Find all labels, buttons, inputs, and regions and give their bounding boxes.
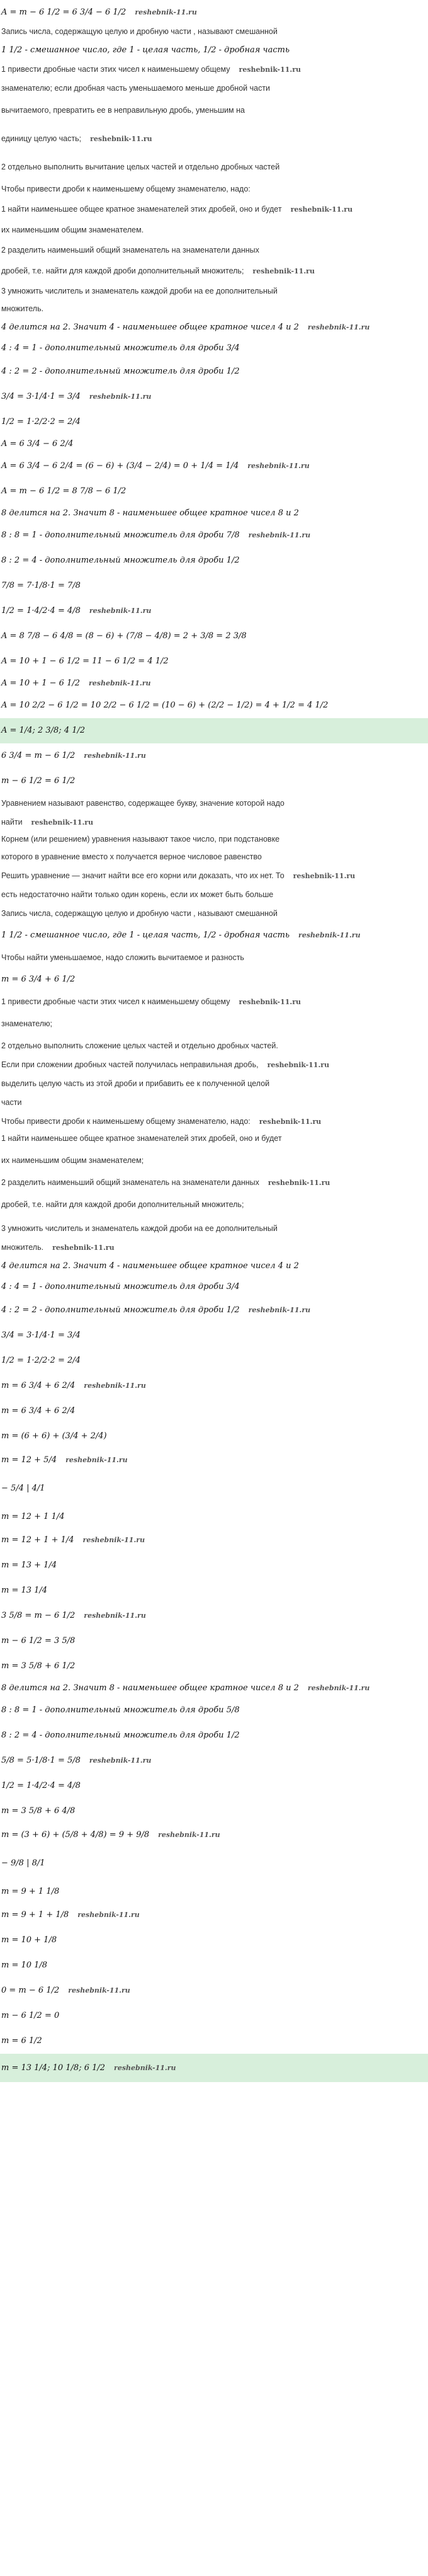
line-text: дробей, т.е. найти для каждой дроби дополнительный множитель; xyxy=(1,1200,244,1209)
equation-line xyxy=(0,2003,428,2029)
text-line xyxy=(0,948,428,967)
line-text: m = 12 + 1 1/4 xyxy=(1,1512,65,1521)
line-text: вычитаемого, превратить ее в неправильную дробь, уменьшим на xyxy=(1,106,245,115)
line-text: Чтобы найти уменьшаемое, надо сложить вычитаемое и разность xyxy=(1,953,244,962)
equation-line xyxy=(0,454,428,479)
watermark-text: reshebnik-11.ru xyxy=(84,1382,146,1390)
watermark-text: reshebnik-11.ru xyxy=(135,8,197,16)
equation-line xyxy=(0,1323,428,1348)
text-line xyxy=(0,847,428,866)
equation-line xyxy=(0,1799,428,1824)
line-text: m − 6 1/2 = 0 xyxy=(1,2011,60,2020)
equation-line xyxy=(0,1298,428,1323)
watermark-text: reshebnik-11.ru xyxy=(77,1911,140,1919)
equation-line xyxy=(0,1348,428,1373)
watermark-text: reshebnik-11.ru xyxy=(31,818,94,827)
watermark-text: reshebnik-11.ru xyxy=(298,931,361,939)
text-line xyxy=(0,813,428,832)
line-text: m − 6 1/2 = 3 5/8 xyxy=(1,1636,76,1646)
text-line xyxy=(0,63,428,76)
watermark-text: reshebnik-11.ru xyxy=(68,1986,130,1995)
line-text: 7/8 = 7·1/8·1 = 7/8 xyxy=(1,581,81,590)
line-text: m = 3 5/8 + 6 1/2 xyxy=(1,1661,76,1671)
equation-line xyxy=(0,1698,428,1723)
equation-line xyxy=(0,1528,428,1553)
equation-line xyxy=(0,1824,428,1846)
equation-line xyxy=(0,523,428,548)
line-text: m = (6 + 6) + (3/4 + 2/4) xyxy=(1,1431,107,1441)
text-line xyxy=(0,1219,428,1238)
watermark-text: reshebnik-11.ru xyxy=(293,872,356,880)
watermark-text: reshebnik-11.ru xyxy=(89,392,152,401)
watermark-text: reshebnik-11.ru xyxy=(239,66,301,74)
line-text: 1 привести дробные части этих чисел к наименьшему общему xyxy=(1,65,230,74)
equation-line xyxy=(0,1276,428,1298)
equation-line xyxy=(0,1846,428,1880)
equation-line xyxy=(0,743,428,769)
text-line xyxy=(0,299,428,318)
equation-line xyxy=(0,1723,428,1748)
text-line xyxy=(0,1147,428,1175)
equation-line xyxy=(0,1903,428,1928)
text-line xyxy=(0,992,428,1011)
equation-line xyxy=(0,1373,428,1399)
line-text: выделить целую часть из этой дроби и прибавить ее к полученной целой xyxy=(1,1079,270,1088)
line-text: m = 6 3/4 + 6 2/4 xyxy=(1,1406,76,1416)
line-text: − 5/4 | 4/1 xyxy=(1,1484,45,1493)
watermark-text: reshebnik-11.ru xyxy=(84,752,146,760)
equation-line xyxy=(0,649,428,674)
line-text: 0 = m − 6 1/2 xyxy=(1,1986,60,1995)
text-line xyxy=(0,202,428,217)
watermark-text: reshebnik-11.ru xyxy=(89,1756,152,1765)
text-line xyxy=(0,1175,428,1191)
watermark-text: reshebnik-11.ru xyxy=(248,531,311,539)
watermark-text: reshebnik-11.ru xyxy=(307,323,370,331)
text-line xyxy=(0,176,428,202)
line-text: m = 12 + 5/4 xyxy=(1,1455,57,1465)
text-line xyxy=(0,885,428,904)
line-text: A = 8 7/8 − 6 4/8 = (8 − 6) + (7/8 − 4/8) = 2 + 3/8 = 2 3/8 xyxy=(1,631,247,641)
line-text: 3/4 = 3·1/4·1 = 3/4 xyxy=(1,392,81,401)
line-text: m = (3 + 6) + (5/8 + 4/8) = 9 + 9/8 xyxy=(1,1830,150,1840)
line-text: Решить уравнение — значит найти все его корни или доказать, что их нет. То xyxy=(1,871,284,880)
line-text: 1 найти наименьшее общее кратное знаменателей этих дробей, оно и будет xyxy=(1,205,282,214)
line-text: m − 6 1/2 = 6 1/2 xyxy=(1,776,76,786)
equation-line xyxy=(0,2054,428,2082)
line-text: 3 умножить числитель и знаменатель каждой дроби на ее дополнительный xyxy=(1,1224,278,1233)
text-line xyxy=(0,76,428,101)
line-text: m = 6 3/4 + 6 1/2 xyxy=(1,975,76,984)
text-line xyxy=(0,1036,428,1055)
equation-line xyxy=(0,0,428,25)
text-line xyxy=(0,101,428,120)
equation-line xyxy=(0,1399,428,1424)
line-text: − 9/8 | 8/1 xyxy=(1,1858,45,1868)
equation-line xyxy=(0,624,428,649)
text-line xyxy=(0,1191,428,1219)
line-text: их наименьшим общим знаменателем. xyxy=(1,226,144,234)
equation-line xyxy=(0,1679,428,1698)
equation-line xyxy=(0,435,428,454)
line-text: 2 разделить наименьший общий знаменатель на знаменатели данных xyxy=(1,1178,259,1187)
equation-line xyxy=(0,1773,428,1799)
text-line xyxy=(0,1074,428,1093)
line-text: A = 10 + 1 − 6 1/2 = 11 − 6 1/2 = 4 1/2 xyxy=(1,656,169,666)
line-text: 4 : 2 = 2 - дополнительный множитель для дроби 1/2 xyxy=(1,1305,240,1315)
line-text: A = 10 + 1 − 6 1/2 xyxy=(1,678,80,688)
line-text: Чтобы привести дроби к наименьшему общему знаменателю, надо: xyxy=(1,1117,251,1126)
watermark-text: reshebnik-11.ru xyxy=(158,1831,220,1839)
watermark-text: reshebnik-11.ru xyxy=(82,1536,145,1544)
line-text: 8 : 8 = 1 - дополнительный множитель для дроби 7/8 xyxy=(1,530,240,540)
line-text: A = m − 6 1/2 = 8 7/8 − 6 1/2 xyxy=(1,486,127,496)
text-line xyxy=(0,904,428,923)
equation-line xyxy=(0,573,428,598)
line-text: 5/8 = 5·1/8·1 = 5/8 xyxy=(1,1756,81,1765)
watermark-text: reshebnik-11.ru xyxy=(268,1179,330,1187)
text-line xyxy=(0,217,428,243)
line-text: m = 6 1/2 xyxy=(1,2036,42,2046)
line-text: m = 9 + 1 + 1/8 xyxy=(1,1910,69,1920)
line-text: Уравнением называют равенство, содержащее букву, значение которой надо xyxy=(1,799,284,808)
line-text: 4 : 2 = 2 - дополнительный множитель для дроби 1/2 xyxy=(1,367,240,376)
text-line xyxy=(0,258,428,283)
line-text: 1 найти наименьшее общее кратное знаменателей этих дробей, оно и будет xyxy=(1,1134,282,1143)
text-line xyxy=(0,866,428,885)
text-line xyxy=(0,120,428,157)
line-text: 1/2 = 1·2/2·2 = 2/4 xyxy=(1,417,81,426)
line-text: 1 1/2 - смешанное число, где 1 - целая часть, 1/2 - дробная часть xyxy=(1,45,290,55)
line-text: 1 1/2 - смешанное число, где 1 - целая часть, 1/2 - дробная часть xyxy=(1,930,290,940)
text-line xyxy=(0,1112,428,1131)
line-text: знаменателю; если дробная часть уменьшаемого меньше дробной части xyxy=(1,84,271,93)
line-text: единицу целую часть; xyxy=(1,134,82,143)
equation-line xyxy=(0,1978,428,2003)
watermark-text: reshebnik-11.ru xyxy=(65,1456,128,1464)
line-text: m = 6 3/4 + 6 2/4 xyxy=(1,1381,76,1390)
equation-line xyxy=(0,1424,428,1449)
watermark-text: reshebnik-11.ru xyxy=(52,1244,115,1252)
line-text: A = m − 6 1/2 = 6 3/4 − 6 1/2 xyxy=(1,8,127,17)
watermark-text: reshebnik-11.ru xyxy=(89,607,152,615)
line-text: 3 5/8 = m − 6 1/2 xyxy=(1,1611,76,1620)
line-text: Чтобы привести дроби к наименьшему общему знаменателю, надо: xyxy=(1,185,251,193)
equation-line xyxy=(0,318,428,337)
watermark-text: reshebnik-11.ru xyxy=(248,1306,311,1314)
line-text: m = 10 + 1/8 xyxy=(1,1935,57,1945)
equation-line xyxy=(0,1553,428,1578)
line-text: 1/2 = 1·4/2·4 = 4/8 xyxy=(1,606,81,615)
watermark-text: reshebnik-11.ru xyxy=(259,1118,322,1126)
line-text: 4 : 4 = 1 - дополнительный множитель для дроби 3/4 xyxy=(1,343,240,353)
watermark-text: reshebnik-11.ru xyxy=(267,1061,330,1069)
equation-line xyxy=(0,1953,428,1978)
line-text: 1/2 = 1·2/2·2 = 2/4 xyxy=(1,1356,81,1365)
equation-line xyxy=(0,1578,428,1603)
text-line xyxy=(0,1238,428,1257)
equation-line xyxy=(0,1506,428,1528)
line-text: 4 делится на 2. Значит 4 - наименьшее общее кратное чисел 4 и 2 xyxy=(1,1261,299,1271)
watermark-text: reshebnik-11.ru xyxy=(247,462,310,470)
text-line xyxy=(0,243,428,258)
equation-line xyxy=(0,693,428,718)
equation-line xyxy=(0,674,428,693)
equation-line xyxy=(0,1629,428,1654)
text-line xyxy=(0,25,428,38)
text-line xyxy=(0,794,428,813)
line-text: 3/4 = 3·1/4·1 = 3/4 xyxy=(1,1331,81,1340)
line-text: 1 привести дробные части этих чисел к наименьшему общему xyxy=(1,997,230,1006)
line-text: 2 отдельно выполнить сложение целых частей и отдельно дробных частей. xyxy=(1,1041,278,1050)
line-text: 1/2 = 1·4/2·4 = 4/8 xyxy=(1,1781,81,1790)
line-text: m = 3 5/8 + 6 4/8 xyxy=(1,1806,76,1816)
equation-line xyxy=(0,2029,428,2054)
equation-line xyxy=(0,409,428,435)
equation-line xyxy=(0,923,428,948)
equation-line xyxy=(0,38,428,63)
line-text: m = 13 1/4 xyxy=(1,1586,48,1595)
text-line xyxy=(0,1093,428,1112)
equation-line xyxy=(0,967,428,992)
equation-line xyxy=(0,1257,428,1276)
equation-line xyxy=(0,1654,428,1679)
line-text: 3 умножить числитель и знаменатель каждой дроби на ее дополнительный xyxy=(1,287,278,295)
line-text: m = 10 1/8 xyxy=(1,1961,48,1970)
watermark-text: reshebnik-11.ru xyxy=(252,267,315,275)
line-text: 8 : 2 = 4 - дополнительный множитель для дроби 1/2 xyxy=(1,556,240,565)
equation-line xyxy=(0,1471,428,1506)
line-text: знаменателю; xyxy=(1,1019,52,1028)
watermark-text: reshebnik-11.ru xyxy=(84,1611,146,1620)
equation-line xyxy=(0,1928,428,1953)
text-line xyxy=(0,1131,428,1147)
line-text: Запись числа, содержащую целую и дробную части , называют смешанной xyxy=(1,27,278,36)
watermark-text: reshebnik-11.ru xyxy=(90,135,152,143)
equation-line xyxy=(0,598,428,624)
text-line xyxy=(0,1011,428,1036)
line-text: m = 13 1/4; 10 1/8; 6 1/2 xyxy=(1,2063,106,2073)
watermark-text: reshebnik-11.ru xyxy=(290,205,353,214)
watermark-text: reshebnik-11.ru xyxy=(239,998,301,1006)
line-text: найти xyxy=(1,818,23,827)
line-text: 8 : 2 = 4 - дополнительный множитель для дроби 1/2 xyxy=(1,1731,240,1740)
line-text: m = 9 + 1 1/8 xyxy=(1,1887,60,1896)
equation-line xyxy=(0,1603,428,1629)
line-text: 2 отдельно выполнить вычитание целых частей и отдельно дробных частей xyxy=(1,163,280,171)
equation-line xyxy=(0,504,428,523)
line-text: Запись числа, содержащую целую и дробную части , называют смешанной xyxy=(1,909,278,918)
equation-line xyxy=(0,718,428,743)
watermark-text: reshebnik-11.ru xyxy=(89,679,151,687)
equation-line xyxy=(0,1449,428,1471)
text-line xyxy=(0,832,428,847)
line-text: 6 3/4 = m − 6 1/2 xyxy=(1,751,76,760)
equation-line xyxy=(0,479,428,504)
line-text: 2 разделить наименьший общий знаменатель на знаменатели данных xyxy=(1,246,259,255)
line-text: 8 : 8 = 1 - дополнительный множитель для дроби 5/8 xyxy=(1,1705,240,1715)
text-line xyxy=(0,157,428,176)
equation-line xyxy=(0,337,428,359)
line-text: Если при сложении дробных частей получилась неправильная дробь, xyxy=(1,1060,259,1069)
line-text: A = 6 3/4 − 6 2/4 xyxy=(1,439,74,449)
line-text: которого в уравнение вместо x получается верное числовое равенство xyxy=(1,852,262,861)
line-text: A = 10 2/2 − 6 1/2 = 10 2/2 − 6 1/2 = (10 − 6) + (2/2 − 1/2) = 4 + 1/2 = 4 1/2 xyxy=(1,701,329,710)
line-text: A = 6 3/4 − 6 2/4 = (6 − 6) + (3/4 − 2/4) = 0 + 1/4 = 1/4 xyxy=(1,461,239,471)
line-text: 4 : 4 = 1 - дополнительный множитель для дроби 3/4 xyxy=(1,1282,240,1291)
line-text: m = 13 + 1/4 xyxy=(1,1560,57,1570)
line-text: их наименьшим общим знаменателем; xyxy=(1,1156,144,1165)
text-line xyxy=(0,1055,428,1074)
line-text: m = 12 + 1 + 1/4 xyxy=(1,1535,74,1545)
equation-line xyxy=(0,1880,428,1903)
watermark-text: reshebnik-11.ru xyxy=(114,2064,176,2072)
text-line xyxy=(0,283,428,299)
line-text: Корнем (или решением) уравнения называют такое число, при подстановке xyxy=(1,835,280,844)
line-text: есть недостаточно найти только один корень, если их может быть больше xyxy=(1,890,274,899)
equation-line xyxy=(0,359,428,384)
line-text: 8 делится на 2. Значит 8 - наименьшее общее кратное чисел 8 и 2 xyxy=(1,1683,299,1693)
equation-line xyxy=(0,384,428,409)
line-text: A = 1/4; 2 3/8; 4 1/2 xyxy=(1,726,86,735)
line-text: части xyxy=(1,1098,22,1107)
equation-line xyxy=(0,548,428,573)
line-text: множитель. xyxy=(1,1243,44,1252)
line-text: дробей, т.е. найти для каждой дроби дополнительный множитель; xyxy=(1,266,244,275)
line-text: 8 делится на 2. Значит 8 - наименьшее общее кратное чисел 8 и 2 xyxy=(1,508,299,518)
line-text: множитель. xyxy=(1,304,44,313)
watermark-text: reshebnik-11.ru xyxy=(307,1684,370,1692)
equation-line xyxy=(0,1748,428,1773)
equation-line xyxy=(0,769,428,794)
line-text: 4 делится на 2. Значит 4 - наименьшее общее кратное чисел 4 и 2 xyxy=(1,323,299,332)
